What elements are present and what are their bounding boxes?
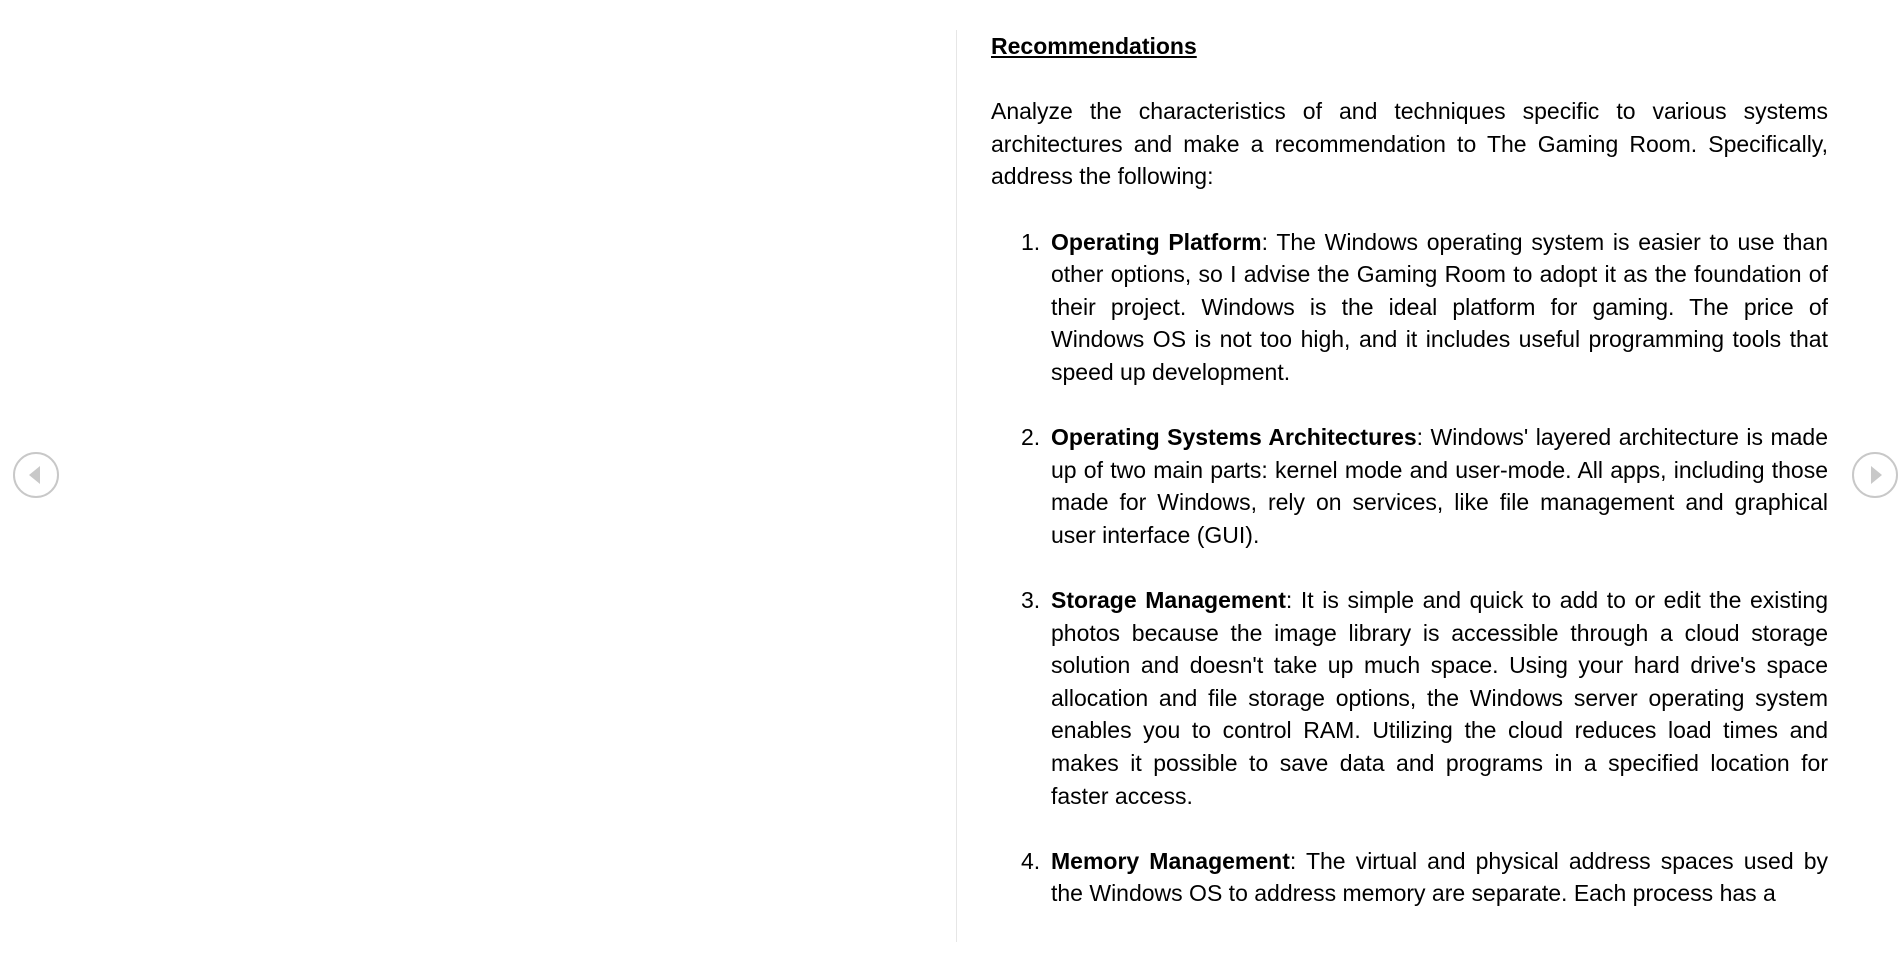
previous-page-button[interactable] (13, 452, 59, 498)
list-item-text: : The Windows operating system is easier to use than other options, so I advise the Gaming Room to adopt it as the foundation of their project. Windows is the ideal platform for gaming. The price of Windows OS is not too high, and it includes useful programming tools that speed up development. (1051, 228, 1828, 385)
list-item-number: 1. (1021, 228, 1041, 255)
list-item-number: 2. (1021, 424, 1041, 451)
section-heading: Recommendations (991, 33, 1197, 59)
list-item-text: : It is simple and quick to add to or edit the existing photos because the image library is accessible through a cloud storage solution and doesn't take up much space. Using your hard drive's space allocation and file storage options, the Windows server operating system enables you to control RAM. Utilizing the cloud reduces load times and makes it possible to save data and programs in a specified location for faster access. (1051, 587, 1828, 809)
list-item-term: Memory Management (1051, 847, 1290, 874)
list-item-term: Operating Systems Architectures (1051, 424, 1417, 451)
page-divider (956, 30, 957, 942)
list-item (991, 584, 1828, 812)
list-item (991, 421, 1828, 551)
list-item-term: Operating Platform (1051, 228, 1262, 255)
list-item-number: 3. (1021, 587, 1041, 614)
chevron-left-icon (15, 454, 57, 496)
chevron-right-icon (1854, 454, 1896, 496)
next-page-button[interactable] (1852, 452, 1898, 498)
document-page (991, 30, 1828, 942)
list-item-text: : Windows' layered architecture is made up of two main parts: kernel mode and user-mode. All apps, including those made for Windows, rely on services, like file management and graphical user interface (GUI). (1051, 424, 1828, 548)
intro-paragraph: Analyze the characteristics of and techniques specific to various systems architectures and make a recommendation to The Gaming Room. Specifically, address the following: (991, 98, 1828, 190)
list-item-term: Storage Management (1051, 587, 1286, 614)
list-item-text: : The virtual and physical address spaces used by the Windows OS to address memory are separate. Each process has a (1051, 847, 1828, 907)
list-item (991, 845, 1828, 910)
recommendations-list (991, 226, 1828, 910)
list-item (991, 226, 1828, 389)
list-item-number: 4. (1021, 847, 1041, 874)
